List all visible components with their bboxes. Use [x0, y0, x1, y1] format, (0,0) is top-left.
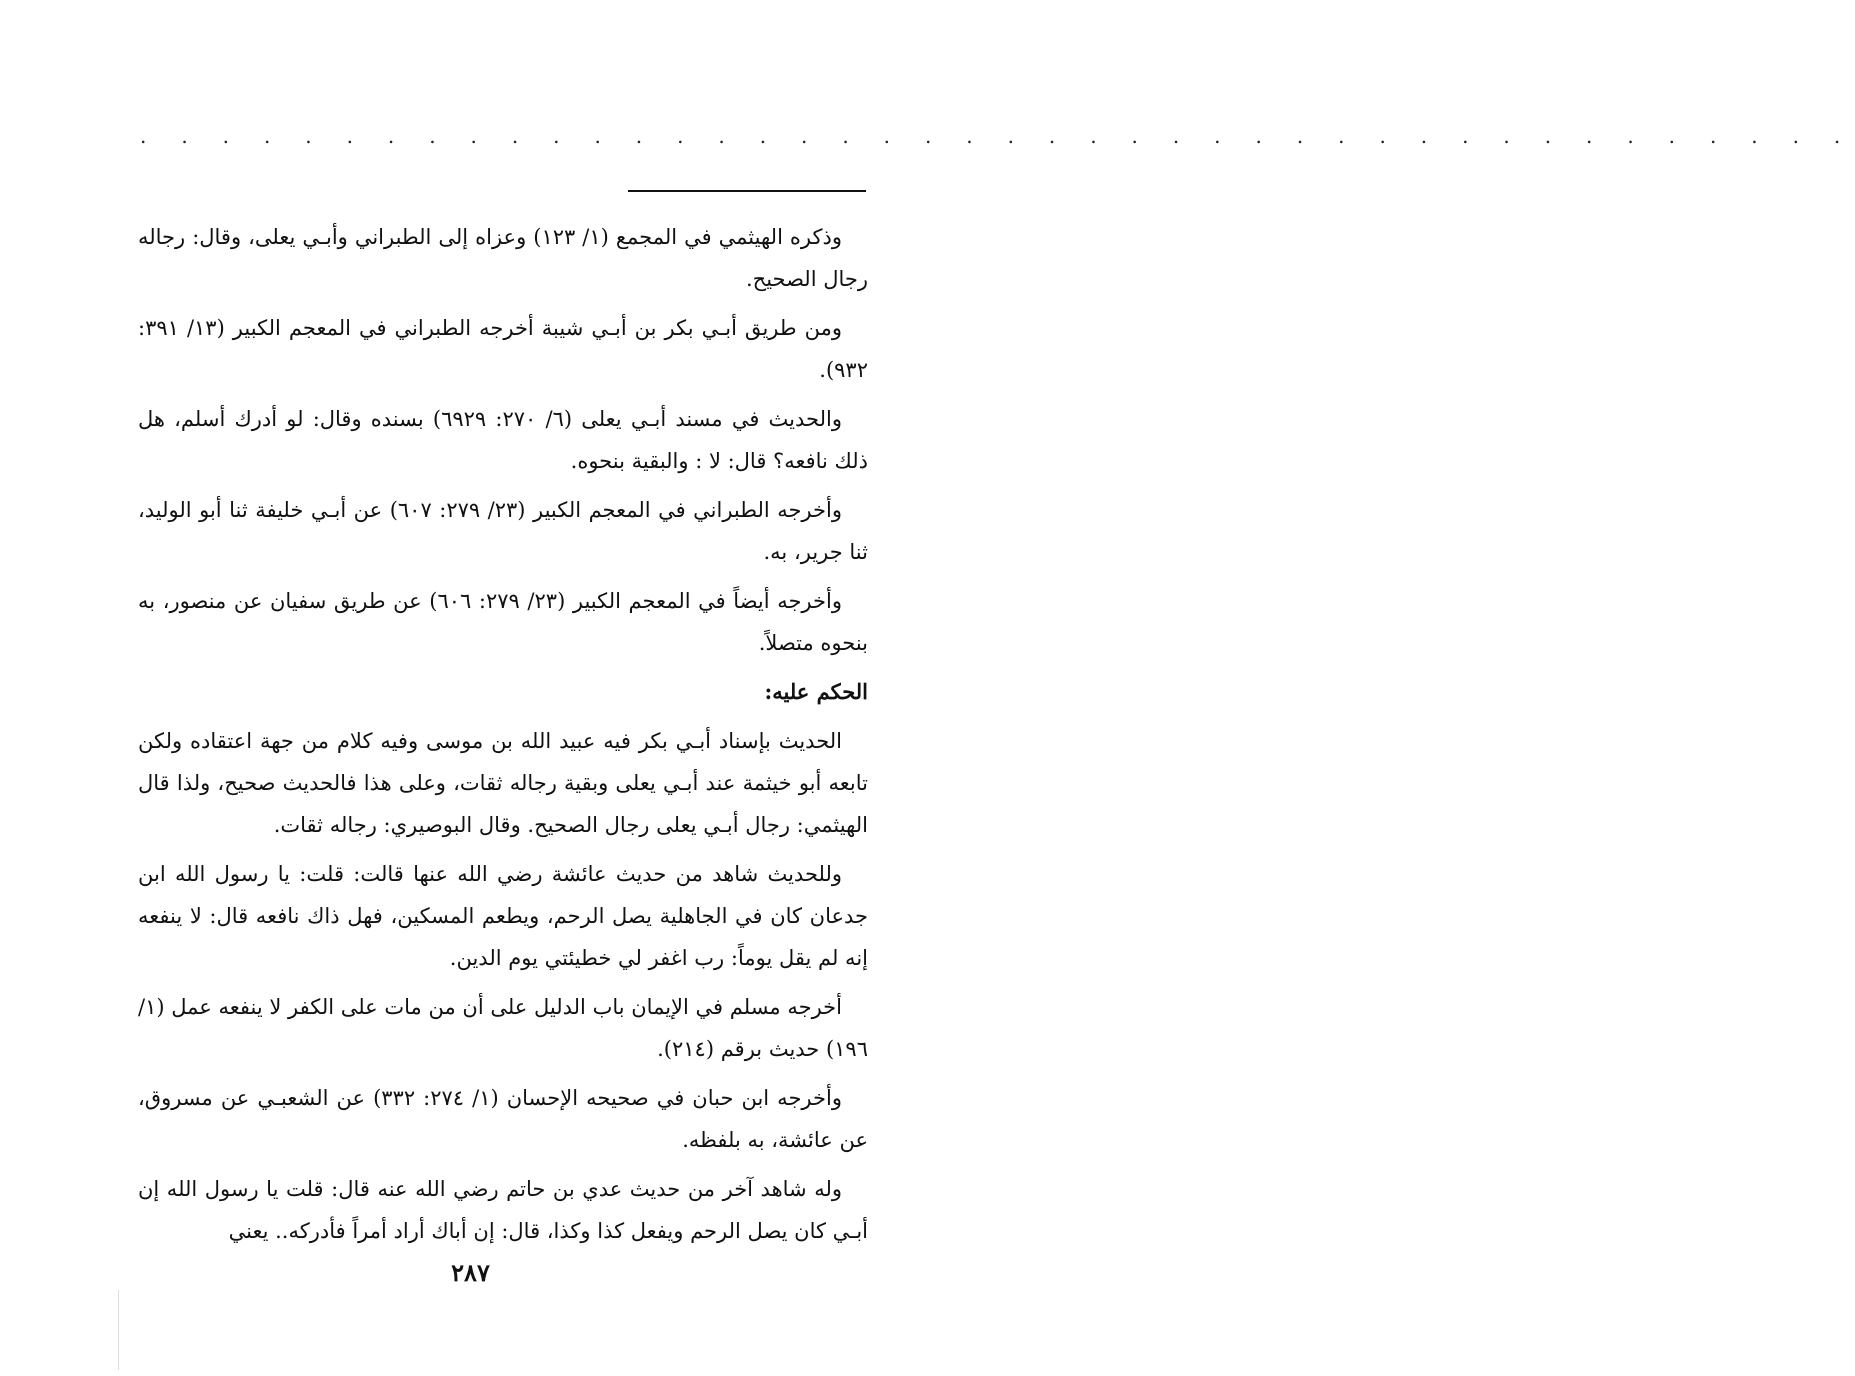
footnote-rule — [628, 190, 866, 192]
paragraph-aisha-witness: وللحديث شاهد من حديث عائشة رضي الله عنها قالت: قلت: يا رسول الله ابن جدعان كان في الجاهلية يصل الرحم، ويطعم المسكين، فهل ذاك نافعه قال: لا ينفعه إنه لم يقل يوماً: رب اغفر لي خطيئتي يوم الدين. — [138, 862, 868, 970]
paragraph-judgement: الحديث بإسناد أبـي بكر فيه عبيد الله بن موسى وفيه كلام من جهة اعتقاده ولكن تابعه أبو خيثمة عند أبـي يعلى وبقية رجاله ثقات، وعلى هذا فالحديث صحيح، ولذا قال الهيثمي: رجال أبـي يعلى رجال الصحيح. وقال البوصيري: رجاله ثقات. — [138, 729, 868, 837]
paragraph-tabarani-606: وأخرجه أيضاً في المعجم الكبير (٢٣/ ٢٧٩: ٦٠٦) عن طريق سفيان عن منصور، به بنحوه متصلاً. — [138, 589, 868, 655]
paragraph-tabarani-607: وأخرجه الطبراني في المعجم الكبير (٢٣/ ٢٧٩: ٦٠٧) عن أبـي خليفة ثنا أبو الوليد، ثنا جرير، به. — [138, 498, 868, 564]
page-body — [138, 216, 868, 1259]
page-number: ٢٨٧ — [451, 1258, 490, 1287]
footnote-dotted-separator: . . . . . . . . . . . . . . . . . . . . . . . . . . . . . . . . . . . . . . . . . . — [140, 124, 1855, 148]
paragraph-ibn-abi-shayba: ومن طريق أبـي بكر بن أبـي شيبة أخرجه الطبراني في المعجم الكبير (١٣/ ٣٩١: ٩٣٢). — [138, 316, 868, 382]
section-heading-judgement: الحكم عليه: — [764, 679, 868, 704]
paragraph-ibn-hibban: وأخرجه ابن حبان في صحيحه الإحسان (١/ ٢٧٤: ٣٣٢) عن الشعبـي عن مسروق، عن عائشة، به بلفظه. — [138, 1086, 868, 1152]
paragraph-haythami: وذكره الهيثمي في المجمع (١/ ١٢٣) وعزاه إلى الطبراني وأبـي يعلى، وقال: رجاله رجال الصحيح. — [138, 225, 868, 291]
paragraph-muslim: أخرجه مسلم في الإيمان باب الدليل على أن من مات على الكفر لا ينفعه عمل (١/ ١٩٦) حديث برقم (٢١٤). — [138, 995, 868, 1061]
scan-artifact-line — [118, 1290, 119, 1370]
paragraph-musnad-abi-yala: والحديث في مسند أبـي يعلى (٦/ ٢٧٠: ٦٩٢٩) بسنده وقال: لو أدرك أسلم، هل ذلك نافعه؟ قال: لا : والبقية بنحوه. — [138, 407, 868, 473]
paragraph-adi-witness: وله شاهد آخر من حديث عدي بن حاتم رضي الله عنه قال: قلت يا رسول الله إن أبـي كان يصل الرحم ويفعل كذا وكذا، قال: إن أباك أراد أمراً فأدركه.. يعني — [138, 1177, 868, 1243]
